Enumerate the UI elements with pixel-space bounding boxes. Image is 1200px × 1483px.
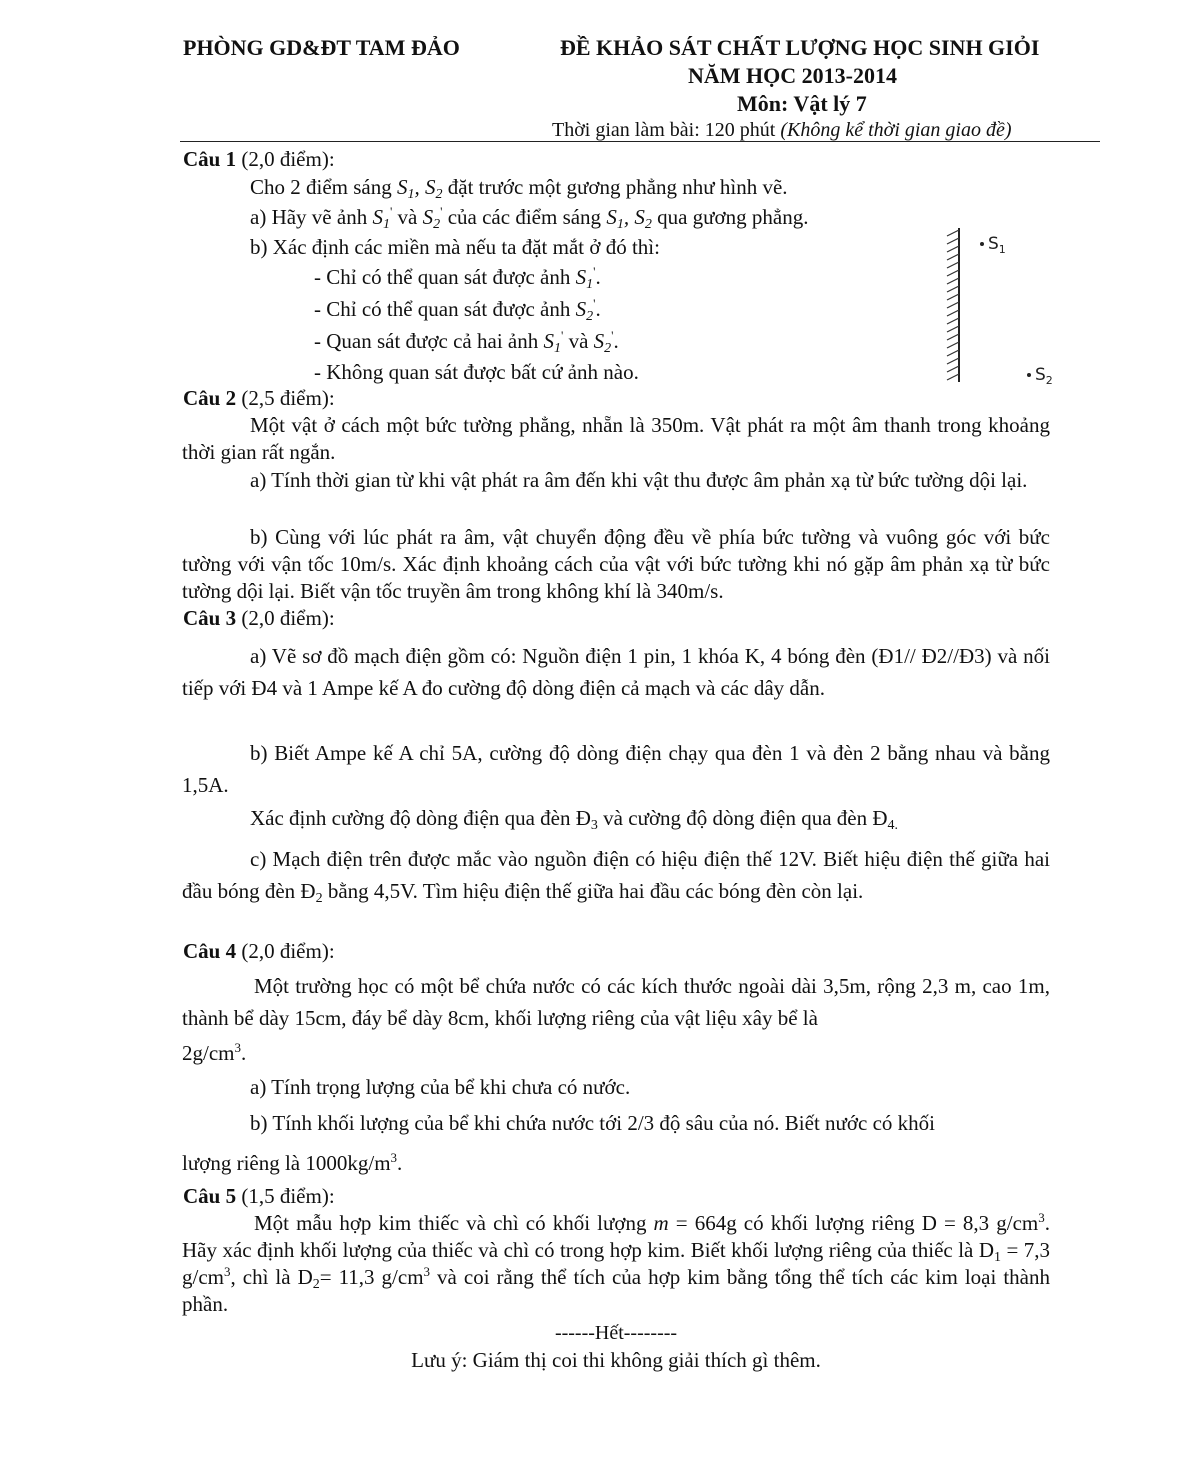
- q2-points: (2,5 điểm):: [236, 386, 335, 410]
- q2-part-b: b) Cùng với lúc phát ra âm, vật chuyển động đều về phía bức tường và vuông góc với bức tường với vận tốc 10m/s. Xác định khoảng cách của vật với bức tường khi nó gặp âm phản xạ từ bức tường dội lại. Biết vận tốc truyền âm trong không khí là 340m/s.: [182, 525, 1050, 603]
- q1-b-option-1: - Chỉ có thể quan sát được ảnh $S_1'$.: [314, 264, 601, 292]
- point-s1: [980, 242, 984, 246]
- q5-text: Một mẫu hợp kim thiếc và chì có khối lượng m = 664g có khối lượng riêng D = 8,3 $g/cm^3$. Hãy xác định khối lượng của thiếc và chì có trong hợp kim. Biết khối lượng riêng của thiếc là $D_1 = 7,3$ $g/cm^3$, chì là $D_2= 11,3$ $g/cm^3$ và coi rằng thể tích của hợp kim bằng tổng thể tích các kim loại thành phần.: [182, 1210, 1050, 1316]
- q1-b-option-4: - Không quan sát được bất cứ ảnh nào.: [314, 360, 639, 384]
- q1-b-option-3: - Quan sát được cả hai ảnh $S_1'$ và $S_2'$.: [314, 328, 619, 356]
- q4-intro: Một trường học có một bể chứa nước có các kích thước ngoài dài 3,5m, rộng 2,3 m, cao 1m, thành bể dày 15cm, đáy bể dày 8cm, khối lượng riêng của vật liệu xây bể là: [182, 974, 1050, 1030]
- q1-part-b: b) Xác định các miền mà nếu ta đặt mắt ở đó thì:: [250, 235, 660, 259]
- end-marker: ------Hết--------: [554, 1322, 678, 1344]
- exam-time-note: (Không kể thời gian giao đề): [780, 119, 1012, 141]
- q5-label: Câu 5: [183, 1184, 237, 1208]
- q2-label: Câu 2: [183, 386, 237, 410]
- q1-intro: Cho 2 điểm sáng $S_1$, $S_2$ đặt trước một gương phẳng như hình vẽ.: [250, 175, 788, 202]
- point-s1-label: $S_1$: [988, 234, 1006, 256]
- q1-b-option-2: - Chỉ có thể quan sát được ảnh $S_2'$.: [314, 296, 601, 324]
- mirror-hatching: [947, 230, 959, 380]
- q3-label: Câu 3: [183, 606, 237, 630]
- exam-time-text: Thời gian làm bài: 120 phút: [552, 119, 781, 141]
- exam-subject: Môn: Vật lý 7: [737, 91, 867, 116]
- q5-heading: [183, 1183, 335, 1210]
- mirror-figure: [925, 220, 1065, 390]
- exam-title: ĐỀ KHẢO SÁT CHẤT LƯỢNG HỌC SINH GIỎI: [560, 35, 1040, 60]
- q3-part-b2: Xác định cường độ dòng điện qua đèn $Đ_3$ và cường độ dòng điện qua đèn $Đ_{4.}$: [250, 806, 899, 833]
- q4-part-b2: lượng riêng là $1000kg/m^3$.: [182, 1150, 403, 1175]
- q3-part-b: b) Biết Ampe kế A chỉ 5A, cường độ dòng điện chạy qua đèn 1 và đèn 2 bằng nhau và bằng 1,5A.: [182, 741, 1050, 797]
- exam-time: [552, 117, 1012, 144]
- q2-part-a: a) Tính thời gian từ khi vật phát ra âm đến khi vật thu được âm phản xạ từ bức tường dội lại.: [250, 468, 1028, 492]
- q3-heading: [183, 605, 335, 632]
- q2-intro: Một vật ở cách một bức tường phẳng, nhẵn là 350m. Vật phát ra một âm thanh trong khoảng thời gian rất ngắn.: [182, 413, 1050, 464]
- q1-label: Câu 1: [183, 147, 237, 171]
- q5-points: (1,5 điểm):: [236, 1184, 335, 1208]
- point-s2-label: $S_2$: [1035, 365, 1053, 387]
- point-s2: [1027, 373, 1031, 377]
- invigilator-note: Lưu ý: Giám thị coi thi không giải thích gì thêm.: [411, 1348, 821, 1372]
- q4-density: $2g/cm^3$.: [182, 1040, 247, 1065]
- q2-heading: [183, 385, 335, 412]
- q4-heading: [183, 938, 335, 965]
- q3-part-c: c) Mạch điện trên được mắc vào nguồn điện có hiệu điện thế 12V. Biết hiệu điện thế giữa hai đầu bóng đèn $Đ_2$ bằng 4,5V. Tìm hiệu điện thế giữa hai đầu các bóng đèn còn lại.: [182, 847, 1050, 906]
- q3-part-a: a) Vẽ sơ đồ mạch điện gồm có: Nguồn điện 1 pin, 1 khóa K, 4 bóng đèn (Đ1// Đ2//Đ3) và nối tiếp với Đ4 và 1 Ampe kế A đo cường độ dòng điện cả mạch và các dây dẫn.: [182, 644, 1050, 700]
- school-year: NĂM HỌC 2013-2014: [688, 63, 897, 88]
- q4-part-b: b) Tính khối lượng của bể khi chứa nước tới 2/3 độ sâu của nó. Biết nước có khối: [250, 1111, 936, 1135]
- q3-points: (2,0 điểm):: [236, 606, 335, 630]
- q1-heading: [183, 146, 335, 173]
- q4-points: (2,0 điểm):: [236, 939, 335, 963]
- department-name: PHÒNG GD&ĐT TAM ĐẢO: [183, 35, 460, 60]
- q1-points: (2,0 điểm):: [236, 147, 335, 171]
- header-rule: [180, 141, 1100, 142]
- q1-part-a: a) Hãy vẽ ảnh $S_1'$ và $S_2'$ của các điểm sáng $S_1$, $S_2$ qua gương phẳng.: [250, 204, 809, 232]
- q4-part-a: a) Tính trọng lượng của bể khi chưa có nước.: [250, 1075, 631, 1099]
- q4-label: Câu 4: [183, 939, 237, 963]
